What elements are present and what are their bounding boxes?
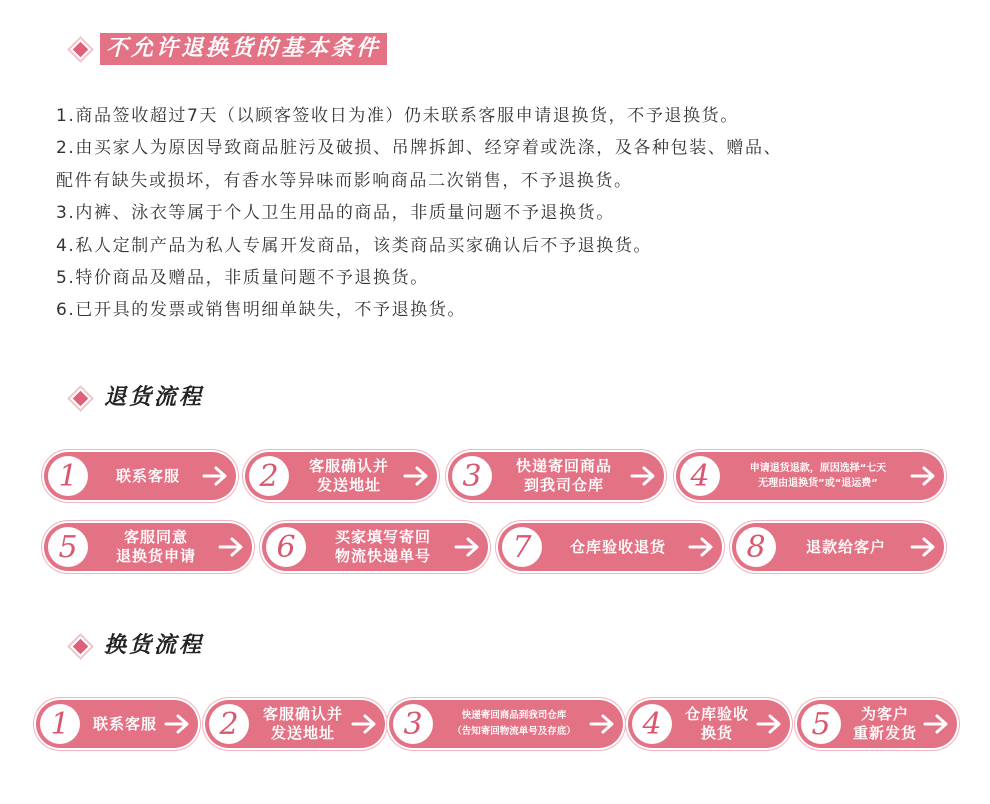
step-label-line: 重新发货 — [852, 724, 917, 742]
step-number: 2 — [249, 456, 289, 496]
section-title: 不允许退换货的基本条件 — [100, 33, 387, 65]
rule-line: 6.已开具的发票或销售明细单缺失，不予退换货。 — [56, 300, 467, 321]
arrow-right-icon — [164, 713, 190, 735]
step-number: 1 — [40, 704, 80, 744]
step-label — [847, 700, 923, 748]
step-label-line: 客服确认并 — [308, 457, 389, 475]
step-number: 4 — [680, 456, 720, 496]
arrow-right-icon — [454, 536, 480, 558]
step-label — [548, 523, 688, 571]
step-number: 8 — [736, 527, 776, 567]
return-step-5 — [44, 523, 252, 571]
diamond-icon — [73, 41, 89, 57]
arrow-right-icon — [202, 465, 228, 487]
step-label — [782, 523, 910, 571]
arrow-right-icon — [351, 713, 377, 735]
exchange-step-3 — [389, 700, 623, 748]
return-step-7 — [498, 523, 722, 571]
step-label-line: 仓库验收 — [684, 705, 749, 723]
step-label — [726, 452, 910, 500]
arrow-right-icon — [630, 465, 656, 487]
arrow-right-icon — [756, 713, 782, 735]
step-label-line: 无理由退换货”或“退运费” — [758, 478, 878, 489]
arrow-right-icon — [923, 713, 949, 735]
diamond-icon — [73, 638, 89, 654]
step-label-line: 客服同意 — [123, 528, 188, 546]
arrow-right-icon — [589, 713, 615, 735]
return-step-8 — [732, 523, 944, 571]
step-label — [498, 452, 630, 500]
step-label-line: 仓库验收退货 — [569, 537, 666, 556]
rule-line: 4.私人定制产品为私人专属开发商品，该类商品买家确认后不予退换货。 — [56, 235, 653, 256]
rule-line: 1.商品签收超过7天（以顾客签收日为准）仍未联系客服申请退换货，不予退换货。 — [56, 106, 739, 126]
step-label — [86, 700, 164, 748]
step-label-line: 为客户 — [860, 705, 909, 723]
step-label-line: （告知寄回物流单号及存底） — [452, 726, 576, 737]
arrow-right-icon — [688, 536, 714, 558]
arrow-right-icon — [403, 465, 429, 487]
arrow-right-icon — [910, 536, 936, 558]
step-label-line: 联系客服 — [115, 466, 180, 485]
section-title: 换货流程 — [104, 633, 205, 658]
step-label-line: 换货 — [700, 724, 733, 742]
step-label-line: 发送地址 — [270, 724, 335, 742]
rule-line: 3.内裤、泳衣等属于个人卫生用品的商品，非质量问题不予退换货。 — [56, 203, 615, 224]
step-number: 7 — [502, 527, 542, 567]
step-label — [439, 700, 589, 748]
return-step-3 — [448, 452, 664, 500]
section-header-return-flow — [72, 381, 208, 415]
rules-list — [56, 100, 956, 327]
section-header-exchange-flow — [72, 629, 208, 663]
step-label-line: 退款给客户 — [805, 537, 886, 556]
step-label — [94, 523, 218, 571]
step-label-line: 客服确认并 — [262, 705, 343, 723]
step-number: 4 — [632, 704, 672, 744]
step-label-line: 发送地址 — [316, 476, 381, 494]
step-label-line: 物流快递单号 — [334, 547, 431, 565]
step-number: 5 — [48, 527, 88, 567]
step-label-line: 退换货申请 — [115, 547, 196, 565]
step-number: 1 — [48, 456, 88, 496]
exchange-step-2 — [205, 700, 385, 748]
step-label-line: 快递寄回商品到我司仓库 — [461, 710, 567, 721]
step-number: 3 — [452, 456, 492, 496]
step-number: 3 — [393, 704, 433, 744]
rule-line: 5.特价商品及赠品，非质量问题不予退换货。 — [56, 268, 429, 289]
step-label-line: 联系客服 — [92, 714, 157, 733]
rule-line: 配件有缺失或损坏，有香水等异味而影响商品二次销售，不予退换货。 — [56, 170, 633, 191]
return-step-1 — [44, 452, 236, 500]
return-step-2 — [245, 452, 437, 500]
step-label — [94, 452, 202, 500]
exchange-step-1 — [36, 700, 198, 748]
step-number: 2 — [209, 704, 249, 744]
return-step-6 — [262, 523, 488, 571]
step-label-line: 申请退货退款，原因选择“七天 — [749, 463, 887, 474]
step-label — [295, 452, 403, 500]
step-label-line: 买家填写寄回 — [334, 528, 431, 546]
arrow-right-icon — [218, 536, 244, 558]
rule-line: 2.由买家人为原因导致商品脏污及破损、吊牌拆卸、经穿着或洗涤，及各种包装、赠品、 — [56, 138, 783, 159]
section-title: 退货流程 — [104, 385, 205, 410]
step-label — [312, 523, 454, 571]
step-label-line: 快递寄回商品 — [515, 457, 612, 475]
section-header-no-return — [72, 32, 387, 66]
exchange-step-5 — [797, 700, 957, 748]
diamond-icon — [73, 390, 89, 406]
step-label — [678, 700, 756, 748]
step-label — [255, 700, 351, 748]
exchange-step-4 — [628, 700, 790, 748]
step-number: 6 — [266, 527, 306, 567]
step-number: 5 — [801, 704, 841, 744]
step-label-line: 到我司仓库 — [523, 476, 604, 494]
arrow-right-icon — [910, 465, 936, 487]
return-step-4 — [676, 452, 944, 500]
